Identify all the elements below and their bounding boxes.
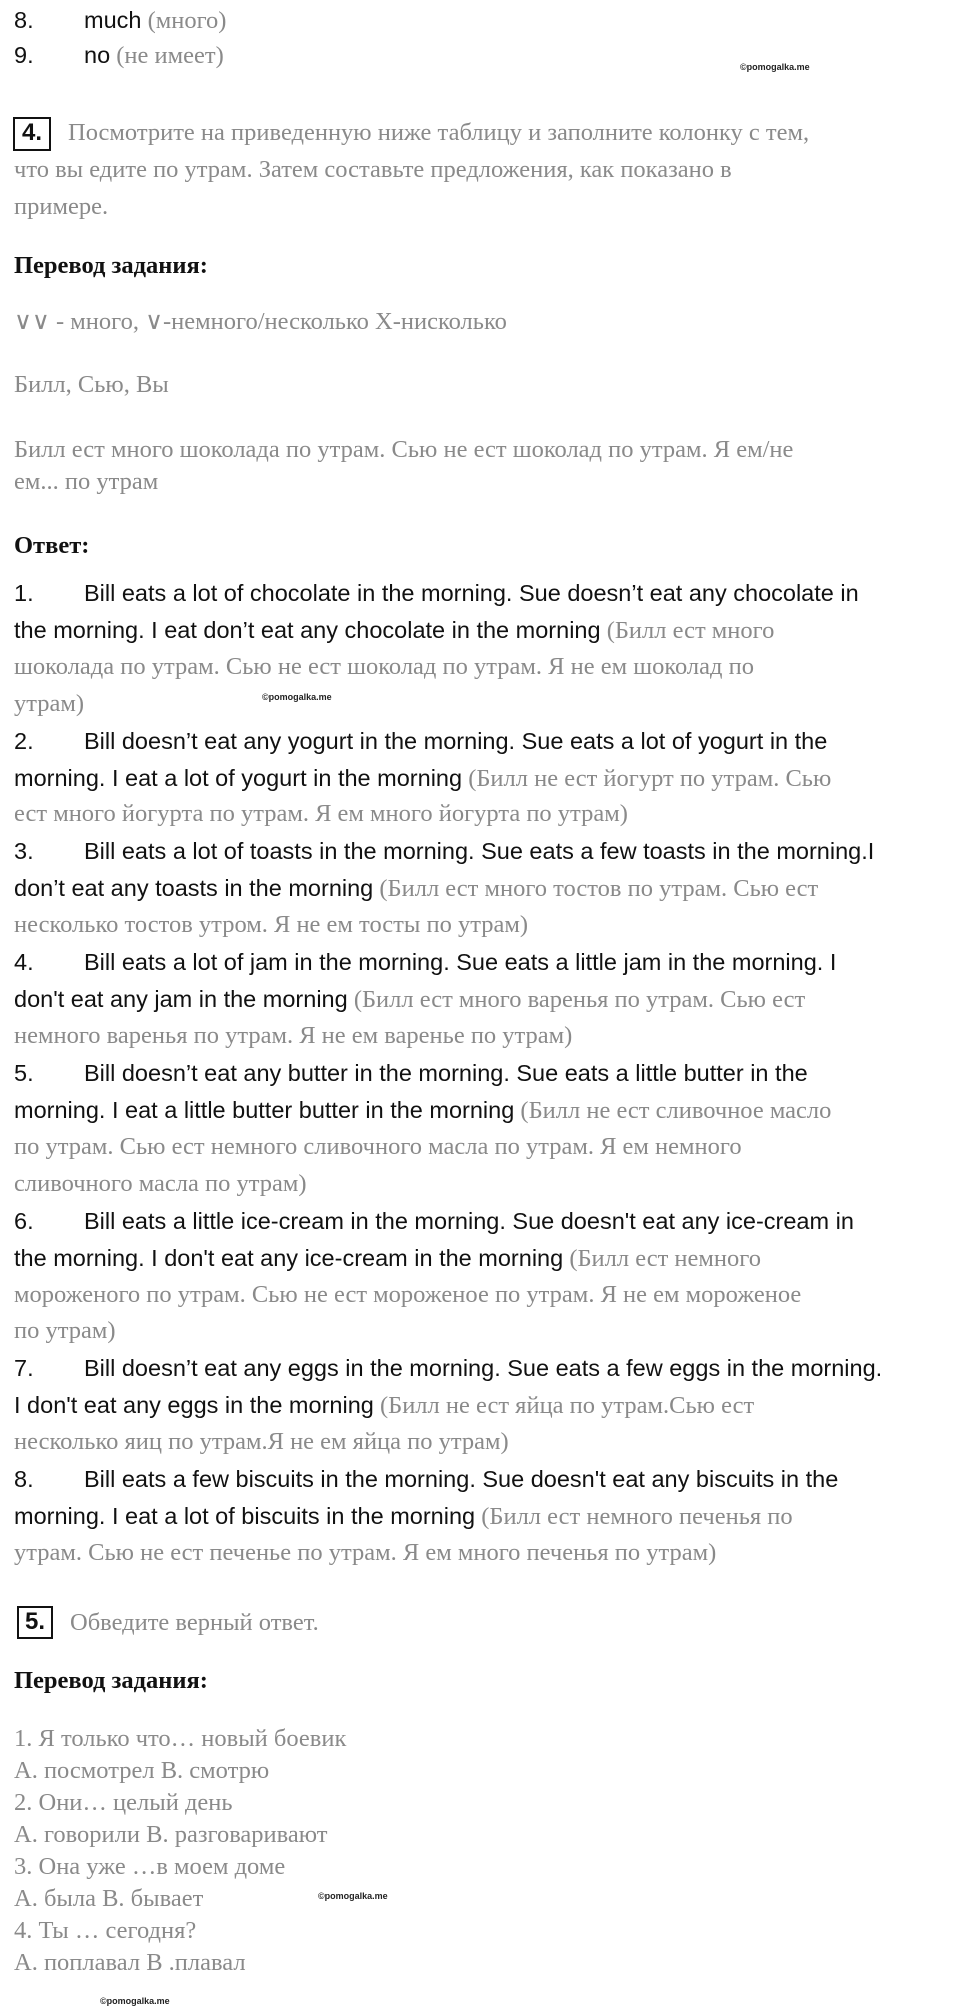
watermark: ©pomogalka.me bbox=[262, 692, 332, 702]
task-4-example-line-1: Билл ест много шоколада по утрам. Сью не ест шоколад по утрам. Я ем/не bbox=[14, 436, 794, 463]
answer-3-line-1 bbox=[14, 836, 874, 867]
answer-8-line-1 bbox=[14, 1464, 838, 1495]
task-5-line-6: А. была В. бывает bbox=[14, 1885, 204, 1912]
watermark: ©pomogalka.me bbox=[740, 62, 810, 72]
answer-english: don’t eat any toasts in the morning bbox=[14, 875, 374, 901]
task-4-instruction-line-3: примере. bbox=[14, 193, 109, 220]
answer-8-line-3: утрам. Сью не ест печенье по утрам. Я ем много печенья по утрам) bbox=[14, 1539, 717, 1566]
task-5-number-box: 5. bbox=[17, 1606, 53, 1639]
answer-number: 7. bbox=[14, 1355, 34, 1381]
answer-russian: (Билл ест немного печенья по bbox=[475, 1503, 793, 1530]
answer-russian: (Билл ест много bbox=[600, 617, 775, 644]
answer-russian: (Билл ест много варенья по утрам. Сью ест bbox=[347, 986, 806, 1013]
answer-english: morning. I eat a little butter butter in the morning bbox=[14, 1097, 515, 1123]
answer-number: 8. bbox=[14, 1466, 34, 1492]
answer-7-line-1 bbox=[14, 1353, 882, 1384]
answer-number: 5. bbox=[14, 1060, 34, 1086]
answer-number: 6. bbox=[14, 1208, 34, 1234]
task-5-line-3: 2. Они… целый день bbox=[14, 1789, 233, 1816]
answer-6-line-1 bbox=[14, 1206, 854, 1237]
answer-number: 1. bbox=[14, 580, 34, 606]
answer-4-line-1 bbox=[14, 947, 836, 978]
item-russian: (много) bbox=[141, 7, 227, 34]
answer-english: Bill doesn’t eat any yogurt in the morning. Sue eats a lot of yogurt in the bbox=[84, 728, 828, 754]
item-english: much bbox=[84, 7, 142, 33]
answer-2-line-3: ест много йогурта по утрам. Я ем много йогурта по утрам) bbox=[14, 800, 628, 827]
answer-number: 2. bbox=[14, 728, 34, 754]
task-4-number-box: 4. bbox=[13, 117, 51, 151]
answer-english: Bill eats a few biscuits in the morning. Sue doesn't eat any biscuits in the bbox=[84, 1466, 839, 1492]
watermark: ©pomogalka.me bbox=[318, 1891, 388, 1901]
answer-english: Bill eats a lot of chocolate in the morning. Sue doesn’t eat any chocolate in bbox=[84, 580, 859, 606]
answer-6-line-4: по утрам) bbox=[14, 1317, 116, 1344]
answer-english: Bill eats a lot of jam in the morning. Sue eats a little jam in the morning. I bbox=[84, 949, 837, 975]
task-4-instruction-line-2: что вы едите по утрам. Затем составьте предложения, как показано в bbox=[14, 156, 732, 183]
answer-1-line-3: шоколада по утрам. Сью не ест шоколад по утрам. Я не ем шоколад по bbox=[14, 653, 754, 680]
watermark: ©pomogalka.me bbox=[100, 1996, 170, 2006]
answer-5-line-3: по утрам. Сью ест немного сливочного масла по утрам. Я ем немного bbox=[14, 1133, 742, 1160]
task-4-legend: ∨∨ - много, ∨-немного/несколько Х-нисколько bbox=[14, 308, 507, 335]
answer-english: Bill doesn’t eat any butter in the morning. Sue eats a little butter in the bbox=[84, 1060, 808, 1086]
answer-7-line-3: несколько яиц по утрам.Я не ем яйца по утрам) bbox=[14, 1428, 509, 1455]
answer-7-line-2 bbox=[14, 1390, 754, 1421]
answer-2-line-2 bbox=[14, 763, 831, 794]
answer-6-line-2 bbox=[14, 1243, 761, 1274]
answer-russian: (Билл не ест сливочное масло bbox=[514, 1097, 832, 1124]
task-5-line-4: А. говорили В. разговаривают bbox=[14, 1821, 328, 1848]
task-4-names: Билл, Сью, Вы bbox=[14, 371, 169, 398]
item-number: 9. bbox=[14, 42, 34, 68]
answer-5-line-1 bbox=[14, 1058, 808, 1089]
answer-russian: (Билл не ест йогурт по утрам. Сью bbox=[462, 765, 832, 792]
answer-english: Bill doesn’t eat any eggs in the morning. Sue eats a few eggs in the morning. bbox=[84, 1355, 883, 1381]
task-5-instruction: Обведите верный ответ. bbox=[70, 1609, 319, 1636]
answer-number: 3. bbox=[14, 838, 34, 864]
answer-number: 4. bbox=[14, 949, 34, 975]
task-4-translation-heading: Перевод задания: bbox=[14, 252, 208, 279]
task-5-line-7: 4. Ты … сегодня? bbox=[14, 1917, 197, 1944]
answer-4-line-3: немного варенья по утрам. Я не ем варенье по утрам) bbox=[14, 1022, 573, 1049]
item-russian: (не имеет) bbox=[110, 42, 224, 69]
answer-8-line-2 bbox=[14, 1501, 793, 1532]
answer-1-line-4: утрам) bbox=[14, 690, 85, 717]
task-4-instruction-line-1: Посмотрите на приведенную ниже таблицу и заполните колонку с тем, bbox=[68, 119, 810, 146]
answer-5-line-2 bbox=[14, 1095, 831, 1126]
answer-6-line-3: мороженого по утрам. Сью не ест мороженое по утрам. Я не ем мороженое bbox=[14, 1281, 802, 1308]
top-item-8 bbox=[14, 5, 226, 36]
top-item-9 bbox=[14, 40, 224, 71]
answer-1-line-1 bbox=[14, 578, 859, 609]
task-4-answer-heading: Ответ: bbox=[14, 532, 90, 559]
answer-english: morning. I eat a lot of biscuits in the morning bbox=[14, 1503, 476, 1529]
answer-english: the morning. I eat don’t eat any chocolate in the morning bbox=[14, 617, 601, 643]
answer-english: Bill eats a little ice-cream in the morning. Sue doesn't eat any ice-cream in bbox=[84, 1208, 854, 1234]
task-5-line-8: А. поплавал В .плавал bbox=[14, 1949, 246, 1976]
answer-russian: (Билл ест немного bbox=[563, 1245, 761, 1272]
task-5-line-1: 1. Я только что… новый боевик bbox=[14, 1725, 347, 1752]
item-english: no bbox=[84, 42, 111, 68]
answer-english: morning. I eat a lot of yogurt in the morning bbox=[14, 765, 463, 791]
answer-5-line-4: сливочного масла по утрам) bbox=[14, 1170, 307, 1197]
answer-english: don't eat any jam in the morning bbox=[14, 986, 348, 1012]
answer-russian: (Билл не ест яйца по утрам.Сью ест bbox=[373, 1392, 755, 1419]
answer-russian: (Билл ест много тостов по утрам. Сью ест bbox=[373, 875, 819, 902]
answer-4-line-2 bbox=[14, 984, 805, 1015]
answer-english: I don't eat any eggs in the morning bbox=[14, 1392, 374, 1418]
task-5-translation-heading: Перевод задания: bbox=[14, 1667, 208, 1694]
task-5-line-2: А. посмотрел В. смотрю bbox=[14, 1757, 270, 1784]
answer-3-line-2 bbox=[14, 873, 818, 904]
item-number: 8. bbox=[14, 7, 34, 33]
answer-english: the morning. I don't eat any ice-cream in the morning bbox=[14, 1245, 564, 1271]
answer-1-line-2 bbox=[14, 615, 774, 646]
answer-3-line-3: несколько тостов утром. Я не ем тосты по утрам) bbox=[14, 911, 528, 938]
task-5-line-5: 3. Она уже …в моем доме bbox=[14, 1853, 286, 1880]
answer-english: Bill eats a lot of toasts in the morning. Sue eats a few toasts in the morning.I bbox=[84, 838, 875, 864]
answer-2-line-1 bbox=[14, 726, 827, 757]
task-4-example-line-2: ем... по утрам bbox=[14, 468, 159, 495]
